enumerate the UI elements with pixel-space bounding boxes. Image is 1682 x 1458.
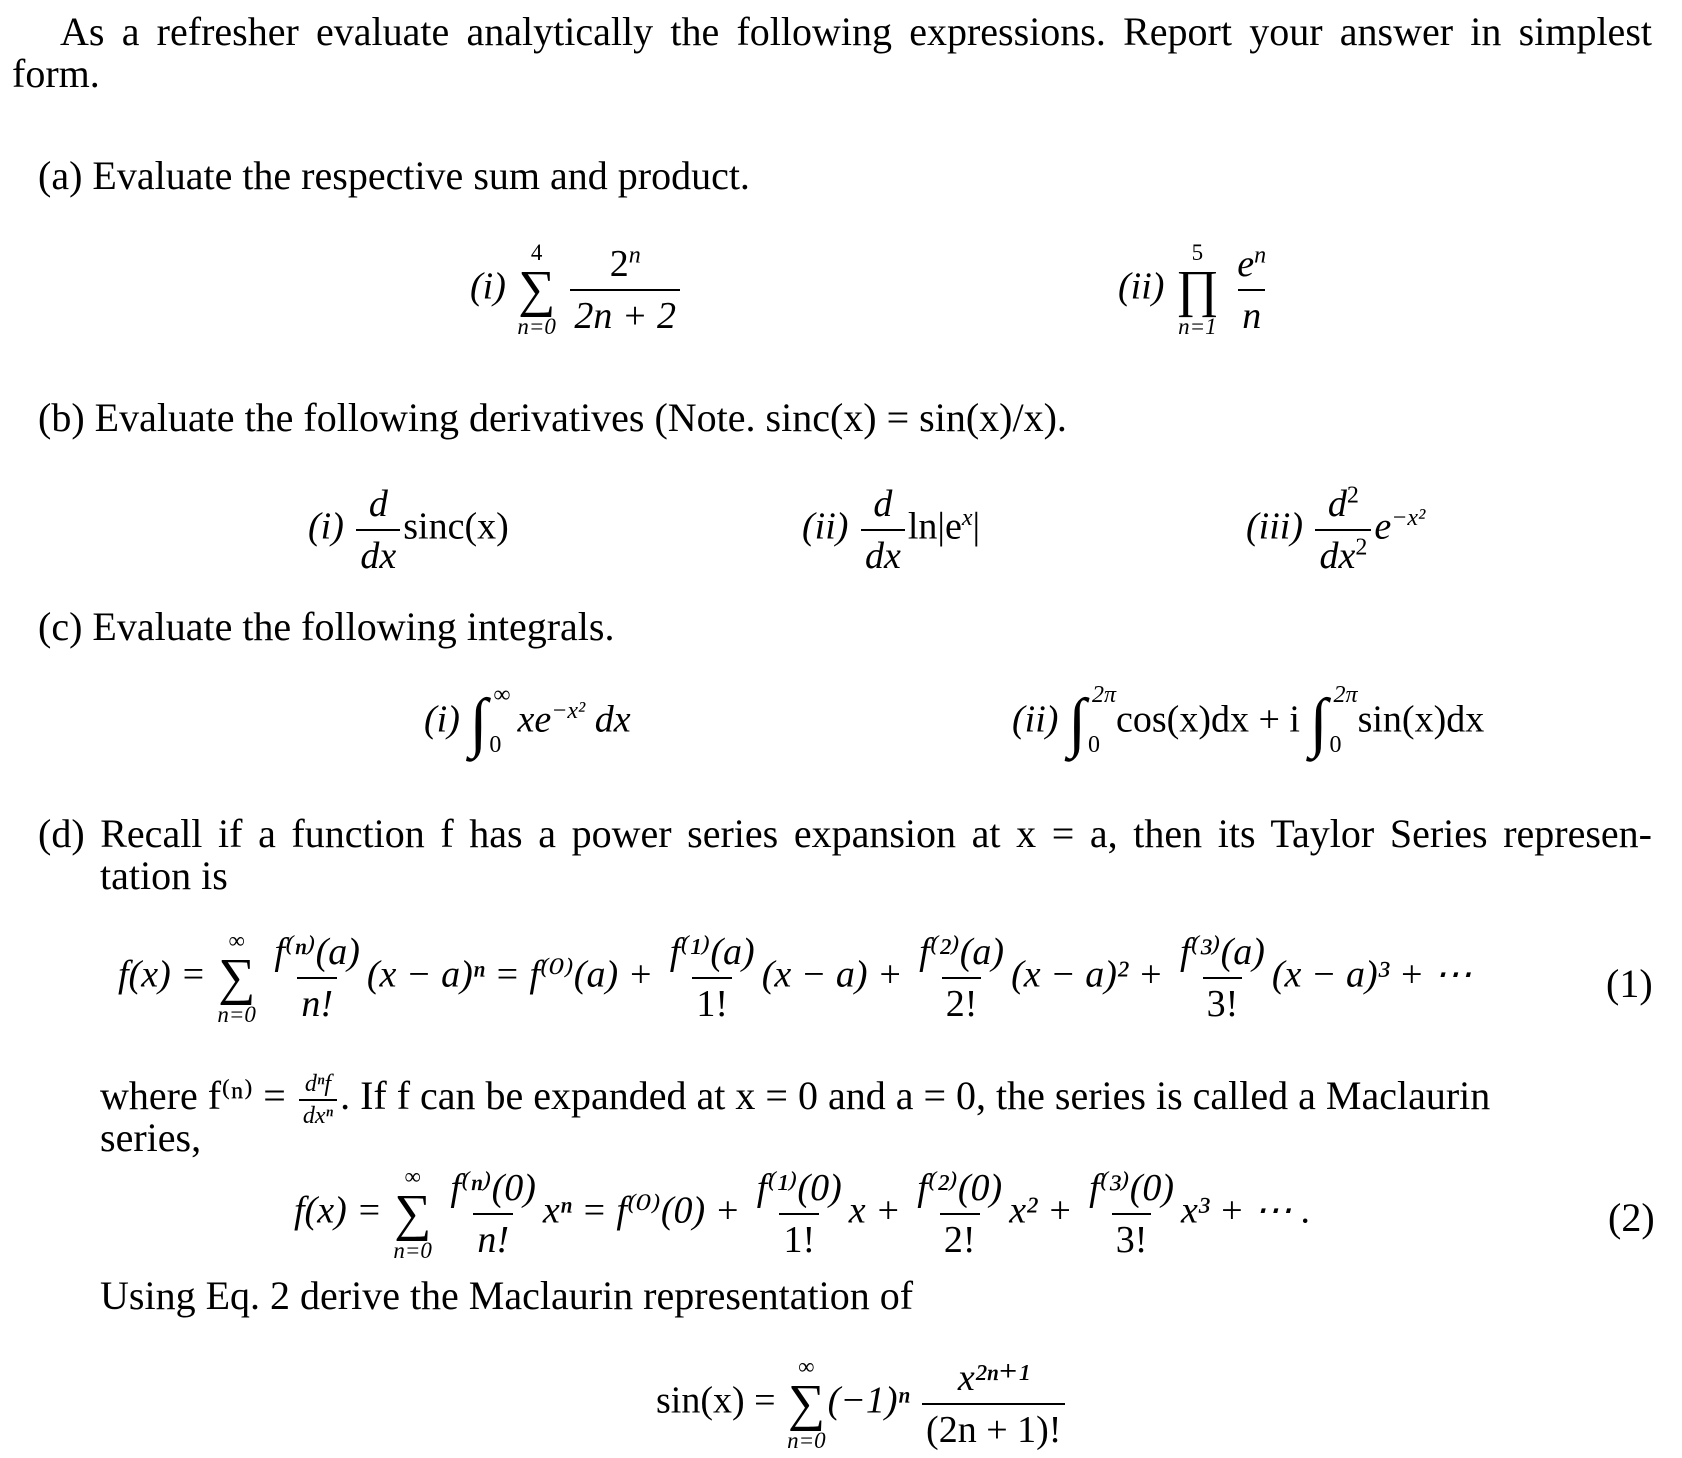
equation-lhs: f(x) = — [294, 1189, 382, 1232]
intro-line-1: As a refresher evaluate analytically the following expressions. Report your answer in simplest — [60, 9, 1652, 54]
part-b-i-derivative — [308, 482, 509, 578]
fraction-denominator: 1! — [692, 977, 732, 1026]
part-d-heading-line-1: (d) Recall if a function f has a power series expansion at x = a, then its Taylor Series represen- — [38, 811, 1652, 856]
integral-symbol: ∫ — [469, 686, 488, 759]
part-a-i-sum — [470, 240, 683, 340]
derivative-dx: dx — [1319, 535, 1356, 577]
product-symbol: ∏ — [1175, 261, 1219, 318]
fraction-denominator: 2n + 2 — [570, 289, 680, 338]
sum-operator — [517, 240, 556, 340]
sum-lower-limit: n=0 — [787, 1428, 826, 1453]
integral-dx: dx — [594, 698, 631, 741]
first-term-fraction — [666, 930, 759, 1026]
fraction-denominator: 2! — [942, 977, 982, 1026]
sum-upper-limit: ∞ — [404, 1164, 421, 1189]
part-c-i-integral — [424, 682, 631, 759]
equation-2 — [294, 1164, 1311, 1264]
expression-close: | — [972, 505, 981, 548]
part-a-ii-label: (ii) — [1118, 265, 1165, 308]
fraction-numerator: dⁿf — [304, 1071, 332, 1097]
first-term-tail: (x − a) + — [761, 953, 903, 996]
maclaurin-condition: . If f can be expanded at x = 0 and a = 0, the series is called a Maclaurin — [340, 1073, 1491, 1119]
part-c-ii-label: (ii) — [1012, 698, 1059, 741]
equation-2-number: (2) — [1608, 1195, 1655, 1240]
general-term-fraction — [270, 930, 364, 1026]
integral-upper-limit: 2π — [1333, 682, 1358, 708]
sum-upper-limit: 4 — [530, 240, 543, 265]
general-term-tail: (x − a)ⁿ = f⁽⁰⁾(a) + — [366, 953, 654, 996]
sum-symbol: ∑ — [518, 261, 556, 318]
general-term-tail: xⁿ = f⁽⁰⁾(0) + — [542, 1189, 741, 1232]
general-term-fraction — [446, 1166, 540, 1262]
intro-line-2: form. — [12, 51, 100, 96]
fraction-denominator: 2! — [940, 1213, 980, 1262]
integral-symbol: ∫ — [1309, 686, 1328, 759]
numerator-exponent: n — [1254, 242, 1267, 269]
integrand-exponent: −x² — [551, 698, 586, 725]
fraction-numerator: f⁽ⁿ⁾(0) — [450, 1167, 536, 1209]
part-b-ii-derivative — [802, 482, 980, 578]
numerator-exponent: n — [628, 242, 641, 269]
cosine-term: cos(x)dx + i — [1116, 698, 1300, 741]
derivative-d: d — [873, 483, 893, 525]
fraction-numerator: f⁽³⁾(0) — [1089, 1167, 1175, 1209]
sum-symbol: ∑ — [394, 1185, 432, 1242]
derivative-dx: dx — [356, 529, 400, 578]
second-term-fraction — [915, 930, 1008, 1026]
fraction-numerator: x²ⁿ⁺¹ — [957, 1357, 1030, 1399]
derivative-dx: dx — [861, 529, 905, 578]
part-b-i-label: (i) — [308, 505, 344, 548]
derivative-expression: sinc(x) — [403, 505, 509, 548]
part-b-ii-label: (ii) — [802, 505, 849, 548]
integral-upper-limit: 2π — [1091, 682, 1116, 708]
dx-exponent: 2 — [1355, 534, 1368, 561]
part-c-heading: (c) Evaluate the following integrals. — [38, 604, 615, 649]
third-term-fraction — [1176, 930, 1269, 1026]
product-fraction — [1233, 242, 1270, 338]
fraction-denominator: n! — [473, 1213, 513, 1262]
product-lower-limit: n=1 — [1178, 314, 1217, 339]
fraction-denominator: 3! — [1203, 977, 1243, 1026]
part-b-iii-label: (iii) — [1246, 505, 1303, 548]
derivative-d: d — [1327, 483, 1347, 525]
fraction-numerator: f⁽¹⁾(0) — [756, 1167, 842, 1209]
sum-lower-limit: n=0 — [217, 1002, 256, 1027]
part-b-heading: (b) Evaluate the following derivatives (Note. sinc(x) = sin(x)/x). — [38, 395, 1067, 440]
equation-lhs: sin(x) = — [656, 1379, 776, 1422]
second-term-tail: (x − a)² + — [1011, 953, 1164, 996]
expression-exponent: −x² — [1391, 505, 1426, 532]
derivative-expression: e — [1374, 505, 1392, 548]
fraction-numerator: f⁽²⁾(0) — [917, 1167, 1003, 1209]
fraction-numerator: e — [1237, 243, 1255, 285]
fraction-denominator: n! — [297, 977, 337, 1026]
integral-sign — [469, 682, 511, 759]
derivative-expression: ln|e — [907, 505, 962, 548]
where-line-1 — [100, 1072, 1490, 1128]
where-line-2: series, — [100, 1115, 202, 1160]
second-term-tail: x² + — [1009, 1189, 1073, 1232]
sum-lower-limit: n=0 — [393, 1238, 432, 1263]
sum-symbol: ∑ — [787, 1375, 825, 1432]
third-term-tail: (x − a)³ + ⋯ — [1271, 953, 1472, 996]
second-term-fraction — [913, 1166, 1006, 1262]
sum-upper-limit: ∞ — [798, 1354, 815, 1379]
sine-term: sin(x)dx — [1357, 698, 1485, 741]
where-definition: where f⁽ⁿ⁾ = — [100, 1073, 286, 1119]
derivative-d: d — [368, 483, 388, 525]
sine-series-fraction — [922, 1356, 1065, 1452]
fraction-denominator: n — [1238, 289, 1265, 338]
integral-lower-limit: 0 — [1087, 732, 1100, 758]
third-term-fraction — [1085, 1166, 1178, 1262]
part-d-heading-line-2: tation is — [100, 853, 228, 898]
integral-sign-2 — [1309, 682, 1358, 759]
fraction-denominator: dxⁿ — [299, 1099, 337, 1128]
product-operator — [1176, 240, 1219, 340]
part-b-iii-derivative — [1246, 482, 1425, 578]
part-a-ii-product — [1118, 240, 1273, 340]
derivative-operator — [861, 482, 905, 578]
sum-fraction — [570, 242, 680, 338]
equation-lhs: f(x) = — [118, 953, 206, 996]
integral-upper-limit: ∞ — [493, 682, 511, 708]
equation-3 — [656, 1354, 1068, 1454]
nth-derivative-fraction — [299, 1072, 337, 1128]
fraction-denominator: (2n + 1)! — [922, 1403, 1065, 1452]
integrand: xe — [517, 698, 552, 741]
sum-operator — [217, 928, 256, 1028]
integral-sign — [1067, 682, 1116, 759]
fraction-denominator: 3! — [1112, 1213, 1152, 1262]
product-upper-limit: 5 — [1191, 240, 1204, 265]
using-line: Using Eq. 2 derive the Maclaurin representation of — [100, 1273, 914, 1318]
fraction-numerator: f⁽²⁾(a) — [919, 931, 1005, 973]
sum-operator — [393, 1164, 432, 1264]
part-c-ii-integral — [1012, 682, 1485, 759]
d-exponent: 2 — [1346, 482, 1359, 509]
equation-1-number: (1) — [1606, 961, 1653, 1006]
fraction-numerator: f⁽ⁿ⁾(a) — [274, 931, 360, 973]
third-term-tail: x³ + ⋯ . — [1181, 1189, 1311, 1232]
first-term-tail: x + — [848, 1189, 901, 1232]
sum-upper-limit: ∞ — [228, 928, 245, 953]
integral-lower-limit: 0 — [1329, 732, 1342, 758]
second-derivative-operator — [1315, 482, 1371, 578]
part-c-i-label: (i) — [424, 698, 460, 741]
integral-symbol: ∫ — [1067, 686, 1087, 759]
part-a-i-label: (i) — [470, 265, 506, 308]
fraction-denominator: 1! — [779, 1213, 819, 1262]
first-term-fraction — [753, 1166, 846, 1262]
expression-exponent: x — [961, 505, 973, 532]
sum-operator — [787, 1354, 826, 1454]
fraction-numerator: f⁽¹⁾(a) — [669, 931, 755, 973]
fraction-numerator: f⁽³⁾(a) — [1179, 931, 1265, 973]
sum-lower-limit: n=0 — [517, 314, 556, 339]
part-a-heading: (a) Evaluate the respective sum and product. — [38, 153, 750, 198]
alternating-factor: (−1)ⁿ — [827, 1379, 910, 1422]
derivative-operator — [356, 482, 400, 578]
sum-symbol: ∑ — [218, 949, 256, 1006]
integral-lower-limit: 0 — [489, 732, 502, 758]
equation-1 — [118, 928, 1472, 1028]
fraction-numerator: 2 — [609, 243, 629, 285]
